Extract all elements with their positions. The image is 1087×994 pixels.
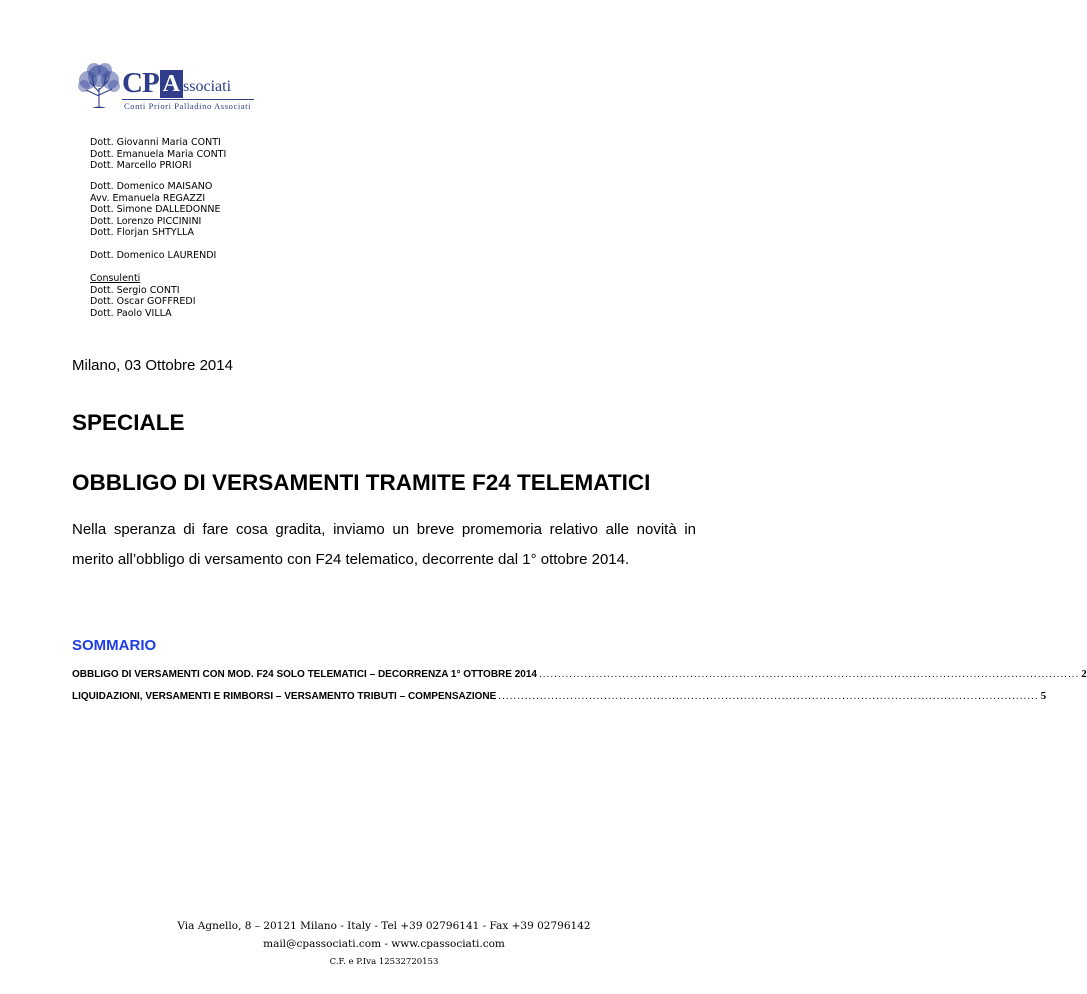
intro-paragraph: Nella speranza di fare cosa gradita, inviamo un breve promemoria relativo alle novità in merito all’obbligo di versamento con F24 telematico, decorrente dal 1° ottobre 2014. xyxy=(72,521,696,568)
logo-rule xyxy=(122,99,254,100)
footer-address: Via Agnello, 8 – 20121 Milano - Italy - Tel +39 02796141 - Fax +39 02796142 xyxy=(177,920,591,932)
logo-associati-text: ssociati xyxy=(183,78,232,95)
associate-name: Dott. Lorenzo PICCININI xyxy=(90,215,202,227)
toc-entry[interactable] xyxy=(72,668,1087,680)
partner-name: Dott. Emanuela Maria CONTI xyxy=(90,148,227,160)
tree-icon xyxy=(76,62,122,110)
other-list xyxy=(90,250,216,262)
footer-tax-id: C.F. e P.Iva 12532720153 xyxy=(329,957,439,967)
toc-entry[interactable] xyxy=(72,690,1047,702)
consultant-name: Dott. Sergio CONTI xyxy=(90,284,180,296)
toc-leader: ............................................................................................................................................... xyxy=(498,691,1039,702)
partner-name: Dott. Giovanni Maria CONTI xyxy=(90,137,221,148)
other-name: Dott. Domenico LAURENDI xyxy=(90,250,217,261)
associate-name: Avv. Emanuela REGAZZI xyxy=(90,192,206,204)
toc-leader: ............................................................................................................................................... xyxy=(538,669,1080,680)
document-date: Milano, 03 Ottobre 2014 xyxy=(72,357,233,374)
consultants-list xyxy=(90,273,196,319)
company-logo xyxy=(76,62,256,112)
associates-list xyxy=(90,181,220,239)
associate-name: Dott. Simone DALLEDONNE xyxy=(90,204,221,216)
consultants-label: Consulenti xyxy=(90,273,141,284)
consultant-name: Dott. Oscar GOFFREDI xyxy=(90,296,196,308)
partners-list xyxy=(90,137,226,172)
toc-page-number: 2 xyxy=(1081,668,1087,680)
associate-name: Dott. Florjan SHTYLLA xyxy=(90,227,195,239)
partner-name: Dott. Marcello PRIORI xyxy=(90,160,192,172)
logo-subtitle: Conti Priori Palladino Associati xyxy=(124,101,252,111)
summary-heading: SOMMARIO xyxy=(72,637,157,654)
logo-a-box: A xyxy=(160,70,183,98)
logo-cp-text: CP xyxy=(122,67,159,99)
toc-entry-text[interactable]: OBBLIGO DI VERSAMENTI CON MOD. F24 SOLO TELEMATICI – DECORRENZA 1° OTTOBRE 2014 xyxy=(72,669,537,680)
associate-name: Dott. Domenico MAISANO xyxy=(90,181,213,192)
toc-entry-text[interactable]: LIQUIDAZIONI, VERSAMENTI E RIMBORSI – VERSAMENTO TRIBUTI – COMPENSAZIONE xyxy=(72,691,497,702)
document-title: OBBLIGO DI VERSAMENTI TRAMITE F24 TELEMATICI xyxy=(72,470,651,495)
consultant-name: Dott. Paolo VILLA xyxy=(90,307,172,319)
toc-page-number: 5 xyxy=(1040,690,1047,702)
footer-contacts: mail@cpassociati.com - www.cpassociati.com xyxy=(263,938,505,950)
document-heading: SPECIALE xyxy=(72,410,185,435)
